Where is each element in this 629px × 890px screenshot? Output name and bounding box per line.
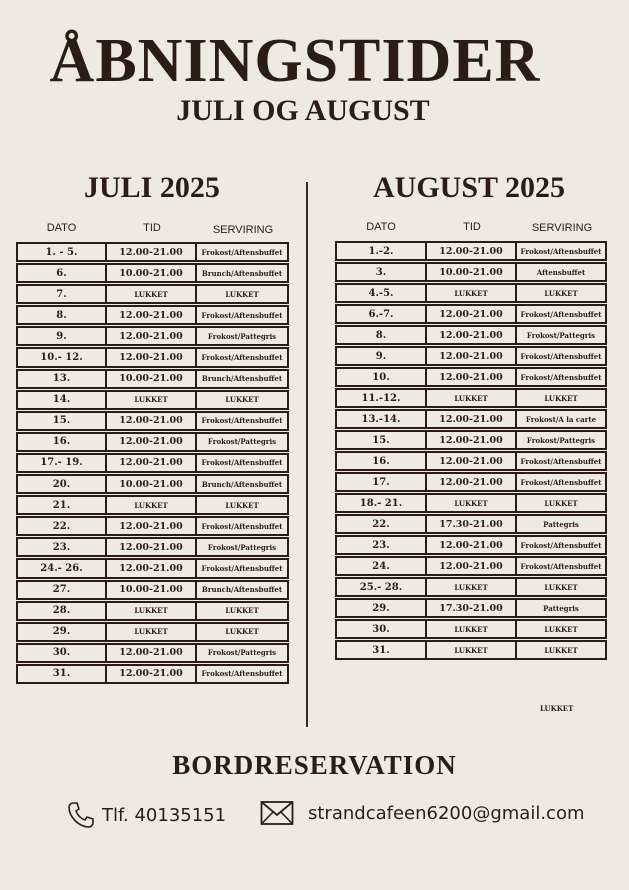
august-cell-time: 12.00-21.00 (427, 472, 517, 492)
august-row (335, 556, 607, 576)
envelope-icon (260, 800, 294, 826)
july-cell-date: 24.- 26. (16, 558, 107, 578)
phone-icon (66, 800, 96, 830)
july-row (16, 326, 289, 346)
july-cell-time: 12.00-21.00 (107, 558, 197, 578)
august-header-service: SERVIRING (531, 222, 593, 234)
august-row (335, 346, 607, 366)
august-cell-service: Pattegris (517, 514, 607, 534)
august-cell-time: LUKKET (427, 493, 517, 513)
july-schedule-table (16, 241, 289, 685)
july-cell-service: Frokost/Aftensbuffet (197, 347, 289, 367)
july-cell-service: Frokost/Aftensbuffet (197, 558, 289, 578)
august-cell-time: 12.00-21.00 (427, 346, 517, 366)
august-cell-service: Frokost/Pattegris (517, 325, 607, 345)
july-cell-time: 10.00-21.00 (107, 263, 197, 283)
july-row (16, 580, 289, 600)
july-cell-service: Brunch/Aftensbuffet (197, 474, 289, 494)
july-cell-service: Frokost/Pattegris (197, 432, 289, 452)
july-cell-time: LUKKET (107, 622, 197, 642)
july-cell-time: LUKKET (107, 601, 197, 621)
july-cell-time: 12.00-21.00 (107, 347, 197, 367)
july-cell-time: 12.00-21.00 (107, 305, 197, 325)
july-cell-date: 8. (16, 305, 107, 325)
august-cell-time: LUKKET (427, 283, 517, 303)
august-cell-date: 15. (335, 430, 427, 450)
august-cell-service: Frokost/A la carte (517, 409, 607, 429)
july-cell-date: 13. (16, 369, 107, 389)
july-cell-service: Frokost/Pattegris (197, 643, 289, 663)
july-cell-service: LUKKET (197, 601, 289, 621)
july-row (16, 558, 289, 578)
july-cell-time: LUKKET (107, 284, 197, 304)
august-cell-time: 12.00-21.00 (427, 304, 517, 324)
july-cell-time: 12.00-21.00 (107, 453, 197, 473)
august-cell-date: 23. (335, 535, 427, 555)
july-cell-time: LUKKET (107, 390, 197, 410)
august-row (335, 619, 607, 639)
august-row (335, 367, 607, 387)
august-cell-service: Frokost/Pattegris (517, 430, 607, 450)
july-row (16, 390, 289, 410)
august-cell-service: LUKKET (517, 640, 607, 660)
july-row (16, 432, 289, 452)
august-cell-time: 12.00-21.00 (427, 535, 517, 555)
august-header-time: TID (463, 221, 481, 233)
july-row (16, 474, 289, 494)
august-cell-service: LUKKET (517, 283, 607, 303)
july-row (16, 643, 289, 663)
july-cell-date: 22. (16, 516, 107, 536)
july-cell-date: 1. - 5. (16, 242, 107, 262)
july-cell-service: Frokost/Pattegris (197, 537, 289, 557)
august-cell-service: LUKKET (517, 388, 607, 408)
phone-contact[interactable] (66, 800, 226, 830)
july-cell-date: 23. (16, 537, 107, 557)
phone-number: Tlf. 40135151 (102, 804, 227, 826)
august-cell-time: 12.00-21.00 (427, 367, 517, 387)
august-row (335, 262, 607, 282)
august-cell-date: 22. (335, 514, 427, 534)
august-cell-time: 17.30-21.00 (427, 598, 517, 618)
july-cell-service: Frokost/Aftensbuffet (197, 242, 289, 262)
august-cell-date: 3. (335, 262, 427, 282)
july-cell-date: 30. (16, 643, 107, 663)
july-cell-time: 12.00-21.00 (107, 242, 197, 262)
august-row (335, 577, 607, 597)
august-cell-time: LUKKET (427, 640, 517, 660)
email-address: strandcafeen6200@gmail.com (308, 802, 585, 824)
july-row (16, 664, 289, 684)
august-schedule-table (335, 240, 607, 661)
august-cell-service: LUKKET (517, 493, 607, 513)
july-row (16, 537, 289, 557)
july-cell-date: 9. (16, 326, 107, 346)
july-header-time: TID (143, 222, 161, 234)
july-cell-time: LUKKET (107, 495, 197, 515)
july-cell-time: 10.00-21.00 (107, 474, 197, 494)
july-row (16, 453, 289, 473)
july-cell-date: 20. (16, 474, 107, 494)
email-contact[interactable] (260, 800, 585, 826)
july-row (16, 495, 289, 515)
august-cell-date: 29. (335, 598, 427, 618)
august-cell-date: 31. (335, 640, 427, 660)
july-cell-service: Frokost/Aftensbuffet (197, 516, 289, 536)
august-cell-time: 12.00-21.00 (427, 556, 517, 576)
august-cell-date: 1.-2. (335, 241, 427, 261)
august-cell-service: Frokost/Aftensbuffet (517, 304, 607, 324)
august-row (335, 304, 607, 324)
july-cell-date: 31. (16, 664, 107, 684)
august-cell-time: 12.00-21.00 (427, 409, 517, 429)
august-cell-date: 8. (335, 325, 427, 345)
august-cell-service: Aftensbuffet (517, 262, 607, 282)
july-row (16, 369, 289, 389)
july-cell-service: Frokost/Aftensbuffet (197, 453, 289, 473)
august-row (335, 451, 607, 471)
july-header-service: SERVIRING (212, 224, 274, 236)
august-row (335, 535, 607, 555)
july-row (16, 347, 289, 367)
august-row (335, 325, 607, 345)
july-cell-date: 28. (16, 601, 107, 621)
reservation-title: BORDRESERVATION (172, 750, 457, 780)
july-cell-time: 12.00-21.00 (107, 411, 197, 431)
july-header-date: DATO (46, 222, 77, 234)
july-title: JULI 2025 (84, 171, 220, 204)
august-title: AUGUST 2025 (373, 171, 565, 204)
july-row (16, 622, 289, 642)
july-cell-time: 12.00-21.00 (107, 643, 197, 663)
august-cell-date: 16. (335, 451, 427, 471)
august-cell-time: 12.00-21.00 (427, 430, 517, 450)
july-cell-date: 15. (16, 411, 107, 431)
august-cell-date: 4.-5. (335, 283, 427, 303)
august-row (335, 472, 607, 492)
august-cell-time: LUKKET (427, 388, 517, 408)
august-row (335, 283, 607, 303)
august-cell-time: 12.00-21.00 (427, 451, 517, 471)
august-cell-service: Frokost/Aftensbuffet (517, 472, 607, 492)
july-cell-time: 12.00-21.00 (107, 516, 197, 536)
july-cell-service: LUKKET (197, 390, 289, 410)
july-cell-time: 12.00-21.00 (107, 432, 197, 452)
july-cell-service: LUKKET (197, 622, 289, 642)
august-row (335, 430, 607, 450)
july-cell-service: Frokost/Aftensbuffet (197, 411, 289, 431)
august-cell-service: Frokost/Aftensbuffet (517, 556, 607, 576)
august-cell-date: 13.-14. (335, 409, 427, 429)
august-cell-date: 10. (335, 367, 427, 387)
august-cell-service: Frokost/Aftensbuffet (517, 346, 607, 366)
july-row (16, 284, 289, 304)
august-cell-date: 6.-7. (335, 304, 427, 324)
august-cell-date: 18.- 21. (335, 493, 427, 513)
july-cell-time: 10.00-21.00 (107, 369, 197, 389)
august-cell-time: 12.00-21.00 (427, 325, 517, 345)
july-cell-date: 14. (16, 390, 107, 410)
july-cell-date: 29. (16, 622, 107, 642)
august-cell-date: 24. (335, 556, 427, 576)
august-row (335, 640, 607, 660)
august-header-date: DATO (366, 221, 396, 233)
august-row (335, 388, 607, 408)
july-cell-date: 7. (16, 284, 107, 304)
august-cell-service: Pattegris (517, 598, 607, 618)
august-row (335, 409, 607, 429)
july-cell-date: 21. (16, 495, 107, 515)
july-cell-service: Brunch/Aftensbuffet (197, 263, 289, 283)
august-row (335, 598, 607, 618)
july-cell-date: 27. (16, 580, 107, 600)
july-cell-service: Frokost/Aftensbuffet (197, 664, 289, 684)
july-row (16, 411, 289, 431)
page-title: ÅBNINGSTIDER (49, 27, 541, 95)
august-cell-time: 17.30-21.00 (427, 514, 517, 534)
august-cell-date: 25.- 28. (335, 577, 427, 597)
august-cell-time: LUKKET (427, 577, 517, 597)
july-cell-date: 17.- 19. (16, 453, 107, 473)
august-row (335, 514, 607, 534)
july-row (16, 601, 289, 621)
august-cell-service: Frokost/Aftensbuffet (517, 451, 607, 471)
july-cell-time: 10.00-21.00 (107, 580, 197, 600)
august-cell-service: Frokost/Aftensbuffet (517, 367, 607, 387)
august-cell-date: 9. (335, 346, 427, 366)
july-cell-time: 12.00-21.00 (107, 664, 197, 684)
july-row (16, 305, 289, 325)
july-row (16, 516, 289, 536)
column-divider (306, 182, 308, 727)
august-cell-time: 12.00-21.00 (427, 241, 517, 261)
stray-closed-note: LUKKET (540, 704, 574, 713)
august-row (335, 241, 607, 261)
july-cell-service: Frokost/Aftensbuffet (197, 305, 289, 325)
august-cell-date: 30. (335, 619, 427, 639)
july-cell-time: 12.00-21.00 (107, 537, 197, 557)
august-cell-time: LUKKET (427, 619, 517, 639)
august-cell-service: Frokost/Aftensbuffet (517, 535, 607, 555)
august-row (335, 493, 607, 513)
august-cell-date: 17. (335, 472, 427, 492)
page-subtitle: JULI OG AUGUST (176, 94, 430, 127)
july-cell-service: Frokost/Pattegris (197, 326, 289, 346)
july-cell-service: LUKKET (197, 495, 289, 515)
july-cell-date: 16. (16, 432, 107, 452)
july-cell-service: Brunch/Aftensbuffet (197, 580, 289, 600)
july-cell-date: 6. (16, 263, 107, 283)
august-cell-date: 11.-12. (335, 388, 427, 408)
july-cell-service: LUKKET (197, 284, 289, 304)
august-cell-service: LUKKET (517, 577, 607, 597)
august-cell-service: LUKKET (517, 619, 607, 639)
july-cell-time: 12.00-21.00 (107, 326, 197, 346)
july-cell-service: Brunch/Aftensbuffet (197, 369, 289, 389)
july-row (16, 263, 289, 283)
august-cell-service: Frokost/Aftensbuffet (517, 241, 607, 261)
july-cell-date: 10.- 12. (16, 347, 107, 367)
august-cell-time: 10.00-21.00 (427, 262, 517, 282)
july-row (16, 242, 289, 262)
